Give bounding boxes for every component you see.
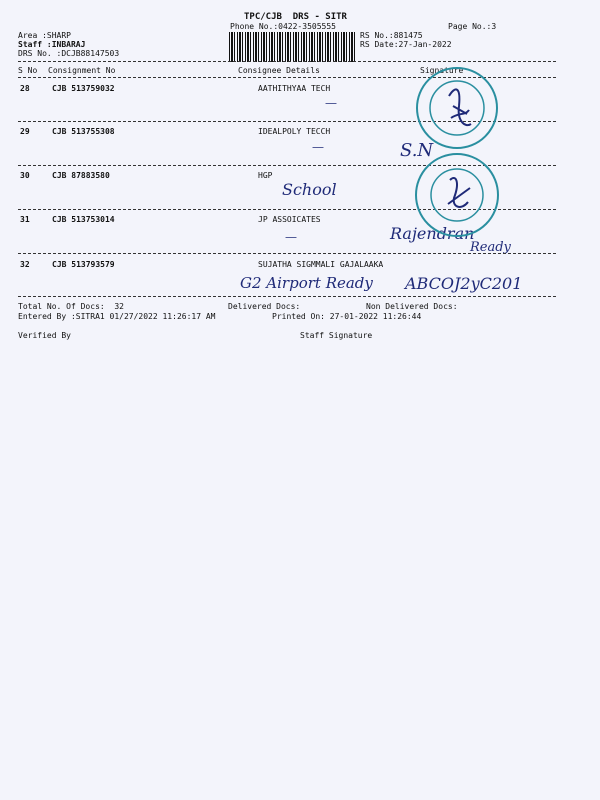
row-consignee: IDEALPOLY TECCH xyxy=(258,127,331,136)
entered-by: Entered By :SITRA1 01/27/2022 11:26:17 AM xyxy=(18,312,216,321)
area-label: Area :SHARP xyxy=(18,31,71,40)
printed-on: Printed On: 27-01-2022 11:26:44 xyxy=(272,312,422,321)
row-mark: — xyxy=(325,96,337,110)
row-mark: — xyxy=(285,230,297,244)
row-sno: 31 xyxy=(20,215,30,224)
row-consignee: AATHITHYAA TECH xyxy=(258,84,331,93)
barcode xyxy=(229,32,355,62)
divider xyxy=(18,61,556,62)
col-consignee: Consignee Details xyxy=(238,66,320,75)
total-docs: Total No. Of Docs: 32 xyxy=(18,302,124,311)
company-stamp xyxy=(415,66,499,150)
row-mark: School xyxy=(282,180,337,199)
divider xyxy=(18,296,556,297)
divider xyxy=(18,253,556,254)
school-stamp xyxy=(414,152,500,238)
row-consignee: SUJATHA SIGMMALI GAJALAAKA xyxy=(258,260,384,269)
row-consignee: HGP xyxy=(258,171,273,180)
row-consignment: CJB 513793579 xyxy=(52,260,115,269)
staff-signature-label: Staff Signature xyxy=(300,331,373,340)
row-sno: 29 xyxy=(20,127,30,136)
row-sno: 30 xyxy=(20,171,30,180)
row-mark: — xyxy=(312,140,324,154)
row-consignment: CJB 513753014 xyxy=(52,215,115,224)
row-consignee: JP ASSOICATES xyxy=(258,215,321,224)
drs-number: DRS No. :DCJB88147503 xyxy=(18,49,120,58)
handwritten-signature: S.N xyxy=(400,140,434,161)
rs-number: RS No.:881475 xyxy=(360,31,423,40)
row-sno: 32 xyxy=(20,260,30,269)
non-delivered-docs: Non Delivered Docs: xyxy=(366,302,458,311)
handwritten-signature: Rajendran xyxy=(390,224,475,243)
col-consignment: Consignment No xyxy=(48,66,116,75)
phone-number: Phone No.:0422-3505555 xyxy=(230,22,336,31)
row-consignment: CJB 513759032 xyxy=(52,84,115,93)
delivered-docs: Delivered Docs: xyxy=(228,302,301,311)
handwritten-signature: ABCOJ2yC201 xyxy=(405,274,523,293)
col-sno: S No xyxy=(18,66,38,75)
verified-by-label: Verified By xyxy=(18,331,71,340)
staff-label: Staff :INBARAJ xyxy=(18,40,86,49)
row-mark: G2 Airport Ready xyxy=(240,274,373,292)
page-number: Page No.:3 xyxy=(448,22,497,31)
row-consignment: CJB 87883580 xyxy=(52,171,110,180)
col-signature: Signature xyxy=(420,66,464,75)
rs-date: RS Date:27-Jan-2022 xyxy=(360,40,452,49)
row-consignment: CJB 513755308 xyxy=(52,127,115,136)
handwritten-note: Ready xyxy=(470,240,511,255)
document-title: TPC/CJB DRS - SITR xyxy=(244,12,347,22)
row-sno: 28 xyxy=(20,84,30,93)
